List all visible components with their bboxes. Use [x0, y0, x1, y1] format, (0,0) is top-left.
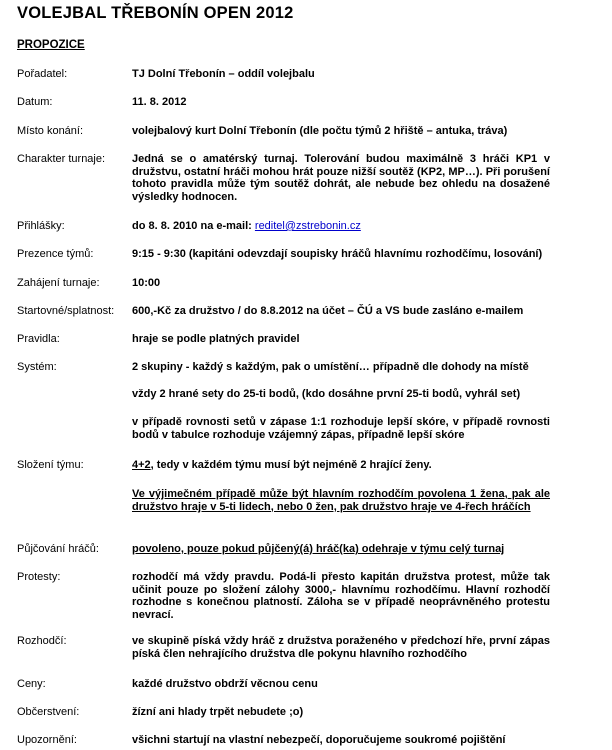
label-misto: Místo konání: [17, 125, 84, 137]
value-system-2: vždy 2 hrané sety do 25-ti bodů, (kdo dosáhne první 25-ti bodů, vyhrál set) [132, 388, 521, 400]
label-pravidla: Pravidla: [17, 333, 60, 345]
value-protesty: rozhodčí má vždy pravdu. Podá-li přesto kapitán družstva protest, může tak učinit pouze po složení zálohy 3000,- hlavnímu rozhodčímu. Hlavní rozhodčí rozhodne s konečnou platností. Záloha se v případě neoprávněného protestu nevrací. [132, 571, 550, 621]
value-slozeni-1 [132, 459, 550, 472]
value-poradatel: TJ Dolní Třebonín – oddíl volejbalu [132, 68, 315, 80]
label-startovne: Startovné/splatnost: [17, 305, 115, 317]
value-charakter: Jedná se o amatérský turnaj. Tolerování budou maximálně 3 hráči KP1 v družstvu, ostatní hráči mohou hrát pouze nižší soutěž (KP2, MP…). Při porušení tohoto pravidla může tým soutěž dohrát, ale nebude bez ohledu na dosažené výsledky hodnocen. [132, 153, 550, 203]
value-pravidla: hraje se podle platných pravidel [132, 333, 300, 345]
label-prihlasky: Přihlášky: [17, 220, 65, 232]
label-zahajeni: Zahájení turnaje: [17, 277, 100, 289]
value-datum: 11. 8. 2012 [132, 96, 187, 108]
value-startovne: 600,-Kč za družstvo / do 8.8.2012 na účet – ČÚ a VS bude zasláno e-mailem [132, 305, 524, 317]
value-upozorneni: všichni startují na vlastní nebezpečí, doporučujeme soukromé pojištění [132, 734, 506, 746]
label-prezence: Prezence týmů: [17, 248, 94, 260]
value-system-3: v případě rovnosti setů v zápase 1:1 rozhoduje lepší skóre, v případě rovnosti bodů v tabulce rozhoduje vzájemný zápas, případně lepší skóre [132, 416, 550, 441]
label-ceny: Ceny: [17, 678, 46, 690]
label-obcerstveni: Občerstvení: [17, 706, 80, 718]
label-slozeni: Složení týmu: [17, 459, 84, 471]
label-upozorneni: Upozornění: [17, 734, 77, 746]
value-misto: volejbalový kurt Dolní Třebonín (dle počtu týmů 2 hřiště – antuka, tráva) [132, 125, 508, 137]
team-composition: 4+2 [132, 459, 151, 471]
value-zahajeni: 10:00 [132, 277, 161, 289]
value-system-1: 2 skupiny - každý s každým, pak o umístění… případně dle dohody na místě [132, 361, 529, 373]
document-title: VOLEJBAL TŘEBONÍN OPEN 2012 [17, 4, 294, 22]
label-protesty: Protesty: [17, 571, 61, 583]
label-system: Systém: [17, 361, 57, 373]
label-rozhodci: Rozhodčí: [17, 635, 67, 647]
email-link[interactable]: reditel@zstrebonin.cz [254, 220, 361, 232]
value-pujcovani: povoleno, pouze pokud půjčený(á) hráč(ka) odehraje v týmu celý turnaj [132, 543, 505, 555]
label-datum: Datum: [17, 96, 53, 108]
value-ceny: každé družstvo obdrží věcnou cenu [132, 678, 318, 690]
document-subtitle: PROPOZICE [17, 39, 85, 51]
team-composition-text: , tedy v každém týmu musí být nejméně 2 hrající ženy. [150, 459, 432, 471]
value-prihlasky [132, 220, 550, 233]
prihlasky-text: do 8. 8. 2010 na e-mail: [132, 220, 252, 232]
label-charakter: Charakter turnaje: [17, 153, 106, 165]
value-prezence: 9:15 - 9:30 (kapitáni odevzdají soupisky hráčů hlavnímu rozhodčímu, losování) [132, 248, 543, 260]
label-pujcovani: Půjčování hráčů: [17, 543, 99, 555]
value-slozeni-2: Ve výjimečném případě může být hlavním rozhodčím povolena 1 žena, pak ale družstvo hraje v 5-ti lidech, nebo 0 žen, pak družstvo hraje ve 4-řech hráčích [132, 488, 550, 513]
value-obcerstveni: žízní ani hlady trpět nebudete ;o) [132, 706, 304, 718]
value-rozhodci: ve skupině píská vždy hráč z družstva poraženého v předchozí hře, první zápas píská člen nehrajícího družstva dle pokynu hlavního rozhodčího [132, 635, 550, 660]
label-poradatel: Pořadatel: [17, 68, 68, 80]
